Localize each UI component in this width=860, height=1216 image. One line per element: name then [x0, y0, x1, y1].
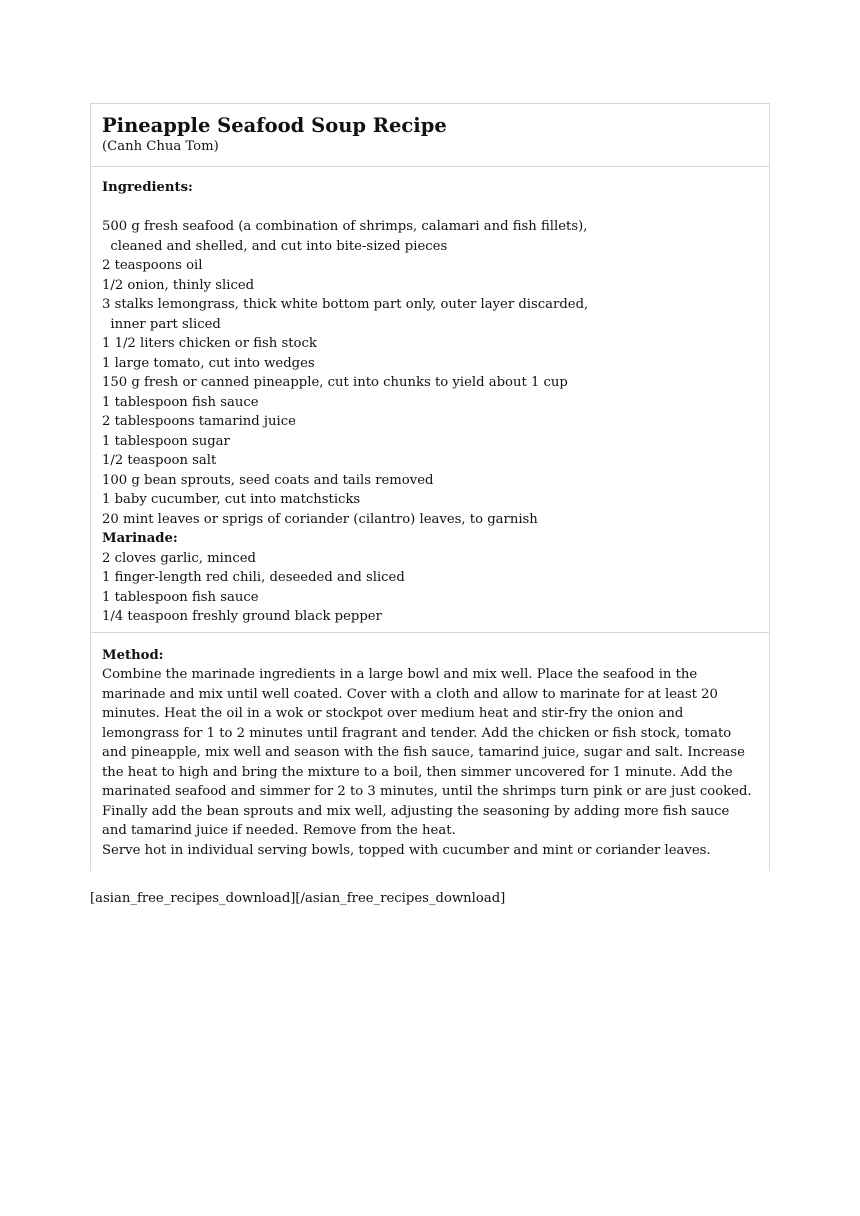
marinade-item: 1 tablespoon fish sauce: [102, 589, 259, 605]
marinade-item: 1/4 teaspoon freshly ground black pepper: [102, 609, 382, 624]
marinade-list: [102, 549, 758, 627]
recipe-header: [91, 104, 769, 167]
ingredient-item: 150 g fresh or canned pineapple, cut into chunks to yield about 1 cup: [102, 375, 568, 390]
marinade-item: 2 cloves garlic, minced: [102, 550, 257, 566]
download-shortcode: [asian_free_recipes_download][/asian_free_recipes_download]: [90, 891, 506, 906]
recipe-title: Pineapple Seafood Soup Recipe: [102, 114, 447, 137]
ingredient-item: 1 1/2 liters chicken or fish stock: [102, 336, 317, 351]
ingredient-item: cleaned and shelled, and cut into bite-sized pieces: [102, 238, 448, 254]
marinade-heading: Marinade:: [102, 531, 178, 546]
ingredient-item: 1 tablespoon fish sauce: [102, 394, 259, 410]
recipe-card: [90, 103, 770, 871]
ingredient-list: [102, 217, 758, 529]
ingredient-item: 1 baby cucumber, cut into matchsticks: [102, 492, 361, 507]
ingredient-item: 20 mint leaves or sprigs of coriander (cilantro) leaves, to garnish: [102, 511, 538, 527]
marinade-item: 1 finger-length red chili, deseeded and sliced: [102, 570, 405, 585]
recipe-subtitle: (Canh Chua Tom): [102, 139, 219, 154]
section-spacer: [102, 198, 758, 218]
ingredient-item: 1 tablespoon sugar: [102, 433, 230, 449]
method-heading: Method:: [102, 647, 164, 663]
serve-text: Serve hot in individual serving bowls, topped with cucumber and mint or coriander leaves.: [102, 842, 711, 858]
ingredients-heading: Ingredients:: [102, 180, 193, 195]
ingredient-item: 2 teaspoons oil: [102, 258, 203, 273]
ingredients-section: [91, 167, 769, 633]
ingredient-item: 1 large tomato, cut into wedges: [102, 355, 315, 371]
ingredient-item: 500 g fresh seafood (a combination of shrimps, calamari and fish fillets),: [102, 219, 588, 234]
ingredient-item: 1/2 onion, thinly sliced: [102, 277, 255, 293]
ingredient-item: 3 stalks lemongrass, thick white bottom part only, outer layer discarded,: [102, 297, 589, 312]
method-text: Combine the marinade ingredients in a large bowl and mix well. Place the seafood in the marinade and mix until well coated. Cover with a cloth and allow to marinate for at least 20 minutes. Heat the oil in a wok or stockpot over medium heat and stir-fry the onion and lemongrass for 1 to 2 minutes until fragrant and tender. Add the chicken or fish stock, tomato and pineapple, mix well and season with the fish sauce, tamarind juice, sugar and salt. Increase the heat to high and bring the mixture to a boil, then simmer uncovered for 1 minute. Add the marinated seafood and simmer for 2 to 3 minutes, until the shrimps turn pink or are just cooked. Finally add the bean sprouts and mix well, adjusting the seasoning by adding more fish sauce and tamarind juice if needed. Remove from the heat.: [102, 667, 752, 838]
ingredient-item: inner part sliced: [102, 316, 221, 332]
method-section: [91, 633, 769, 872]
ingredient-item: 1/2 teaspoon salt: [102, 453, 217, 468]
ingredient-item: 2 tablespoons tamarind juice: [102, 414, 296, 429]
ingredient-item: 100 g bean sprouts, seed coats and tails removed: [102, 472, 434, 488]
